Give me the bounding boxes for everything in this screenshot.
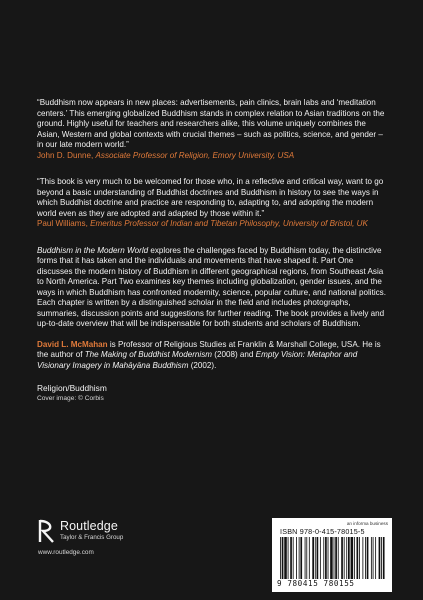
quote-author-title: Associate Professor of Religion, Emory University, USA <box>95 150 295 160</box>
barcode-bar <box>334 537 335 579</box>
publisher-url: www.routledge.com <box>38 549 94 556</box>
quote-author-title: Emeritus Professor of Indian and Tibetan Philosophy, University of Bristol, UK <box>90 219 368 228</box>
bio-book-1: The Making of Buddhist Modernism <box>84 350 213 359</box>
bio-text: is Professor of Religious Studies at Franklin & Marshall College, USA. He is the author of <box>37 339 381 359</box>
bio-text: (2008) and <box>212 350 256 359</box>
barcode-bar <box>325 537 327 579</box>
ean-digits: 9 780415 780155 <box>277 579 355 588</box>
barcode-bar <box>383 537 385 579</box>
barcode-bar <box>359 537 360 579</box>
endorsement-quote-1 <box>37 98 389 161</box>
barcode-bar <box>357 537 359 579</box>
barcode-bar <box>335 537 337 579</box>
book-description <box>37 246 389 330</box>
barcode-bar <box>306 537 307 579</box>
barcode-bar <box>323 537 324 579</box>
barcode-bar <box>284 537 287 579</box>
barcode-bar <box>280 537 281 579</box>
book-title: Buddhism in the Modern World <box>37 245 149 255</box>
barcode-bar <box>315 537 316 579</box>
barcode-bar <box>290 537 292 579</box>
barcode-bars <box>278 537 388 579</box>
barcode-bar <box>296 537 297 579</box>
barcode-bar <box>300 537 302 579</box>
barcode-bar <box>312 537 314 579</box>
barcode-bar <box>373 537 374 579</box>
author-name: David L. McMahan <box>37 339 108 349</box>
quote-text: “This book is very much to be welcomed for those who, in a reflective and critical way, want to go beyond a basic understanding of Buddhist doctrines and Buddhism in history to see the ways in which Buddhist doctrine and practice are responding to, adapting to, and adopting the modern world even as they are adopted and adapted by those within it.” <box>37 177 384 218</box>
barcode-bar <box>379 537 381 579</box>
isbn-barcode <box>272 518 392 592</box>
description-text: explores the challenges faced by Buddhism today, the distinctive forms that it has taken and the individuals and movements that have shaped it. Part One discusses the modern history of Buddhism in different geographical regions, from Southeast Asia to North America. Part Two examines key themes including globalization, gender issues, and the ways in which Buddhism has confronted modernity, science, popular culture, and national politics. Each chapter is written by a distinguished scholar in the field and includes photographs, summaries, discussion points and suggestions for further reading. The book provides a lively and up-to-date overview that will be indispensable for both students and scholars of Buddhism. <box>37 245 386 328</box>
barcode-bar <box>330 537 333 579</box>
back-cover-text <box>37 98 389 403</box>
barcode-bar <box>346 537 347 579</box>
publisher-name: Routledge <box>60 519 118 533</box>
barcode-bar <box>375 537 376 579</box>
quote-author: John D. Dunne, <box>37 150 94 160</box>
barcode-bar <box>341 537 343 579</box>
quote-author: Paul Williams, <box>37 219 88 228</box>
routledge-r-icon <box>38 518 56 544</box>
barcode-bar <box>288 537 289 579</box>
barcode-bar <box>348 537 350 579</box>
barcode-bar <box>371 537 372 579</box>
informa-label: an informa business <box>346 521 388 526</box>
barcode-bar <box>381 537 382 579</box>
barcode-bar <box>282 537 284 579</box>
barcode-bar <box>354 537 355 579</box>
barcode-bar <box>362 537 363 579</box>
subject-category: Religion/Buddhism <box>37 383 107 393</box>
barcode-bar <box>317 537 319 579</box>
barcode-bar <box>299 537 300 579</box>
cover-credit: Cover image: © Corbis <box>37 395 104 402</box>
quote-attribution <box>37 151 294 160</box>
bio-text: (2002). <box>188 360 217 370</box>
quote-attribution <box>37 219 368 228</box>
barcode-bar <box>338 537 339 579</box>
bio-book-2: Empty Vision: Metaphor and Visionary Imagery in Mahāyāna Buddhism <box>37 350 358 370</box>
barcode-bar <box>344 537 345 579</box>
publisher-group: Taylor & Francis Group <box>60 534 124 541</box>
barcode-bar <box>309 537 310 579</box>
quote-text: “Buddhism now appears in new places: advertisements, pain clinics, brain labs and ‘meditation centers.’ This emerging globalized Buddhism stands in complex relation to Asian traditions on the ground. Highly useful for teachers and researchers alike, this volume uniquely combines the Asian, Western and global contexts with crucial themes – such as politics, science, and gender – in our late modern world.” <box>37 98 385 149</box>
barcode-bar <box>365 537 366 579</box>
barcode-bar <box>305 537 306 579</box>
author-bio <box>37 340 389 372</box>
barcode-bar <box>293 537 294 579</box>
barcode-bar <box>328 537 329 579</box>
barcode-bar <box>351 537 354 579</box>
isbn-text: ISBN 978-0-415-78015-5 <box>280 527 365 536</box>
endorsement-quote-2 <box>37 177 389 230</box>
barcode-bar <box>320 537 321 579</box>
barcode-bar <box>367 537 369 579</box>
